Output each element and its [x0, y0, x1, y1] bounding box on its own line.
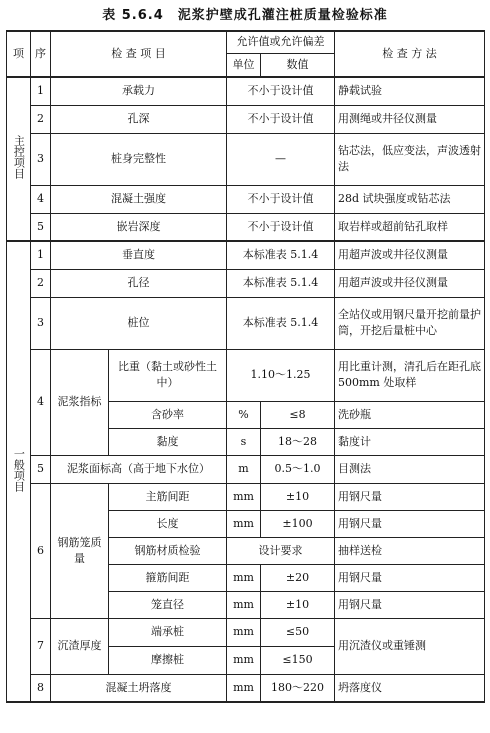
table-row: [7, 213, 485, 241]
method-cell: 静载试验: [335, 77, 485, 105]
method-cell: 28d 试块强度或钻芯法: [335, 185, 485, 213]
seq-cell: 2: [31, 269, 51, 297]
unit-cell: mm: [227, 564, 261, 591]
allow-cell: 不小于设计值: [227, 213, 335, 241]
method-cell: 用钢尺量: [335, 591, 485, 618]
item-cell: 垂直度: [51, 241, 227, 269]
item-cell: 承载力: [51, 77, 227, 105]
category-general-label: 一般项目: [12, 447, 26, 492]
value-cell: 0.5～1.0: [261, 455, 335, 483]
category-main-label: 主控项目: [12, 135, 26, 180]
category-general: [7, 241, 31, 702]
item-cell: 端承桩: [109, 618, 227, 646]
allow-cell: 本标准表 5.1.4: [227, 269, 335, 297]
table-row: [7, 185, 485, 213]
unit-cell: mm: [227, 510, 261, 537]
value-cell: ≤150: [261, 646, 335, 674]
allow-cell: 设计要求: [227, 537, 335, 564]
table-row: [7, 674, 485, 702]
seq-cell: 5: [31, 213, 51, 241]
item-cell: 摩擦桩: [109, 646, 227, 674]
method-cell: 目测法: [335, 455, 485, 483]
allow-cell: 不小于设计值: [227, 77, 335, 105]
method-cell: 用沉渣仪或重锤测: [335, 618, 485, 674]
unit-cell: mm: [227, 646, 261, 674]
table-row: [7, 349, 485, 401]
method-cell: 用测绳或井径仪测量: [335, 105, 485, 133]
item-cell: 主筋间距: [109, 483, 227, 510]
item-cell: 桩位: [51, 297, 227, 349]
seq-cell: 3: [31, 297, 51, 349]
table-row: [7, 105, 485, 133]
seq-cell: 5: [31, 455, 51, 483]
method-cell: 用超声波或井径仪测量: [335, 241, 485, 269]
group-cell: 沉渣厚度: [51, 618, 109, 674]
table-row: [7, 241, 485, 269]
inspection-standard-table: [6, 30, 485, 703]
seq-cell: 6: [31, 483, 51, 618]
header-item: 项: [7, 31, 31, 77]
table-row: [7, 618, 485, 646]
table-row: [7, 269, 485, 297]
seq-cell: 2: [31, 105, 51, 133]
method-cell: 用钢尺量: [335, 510, 485, 537]
table-row: [7, 297, 485, 349]
item-cell: 孔径: [51, 269, 227, 297]
value-cell: ±10: [261, 483, 335, 510]
header-method: 检 查 方 法: [335, 31, 485, 77]
table-row: [7, 77, 485, 105]
allow-cell: 不小于设计值: [227, 185, 335, 213]
method-cell: 取岩样或超前钻孔取样: [335, 213, 485, 241]
method-cell: 用比重计测，清孔后在距孔底 500mm 处取样: [335, 349, 485, 401]
method-cell: 黏度计: [335, 428, 485, 455]
seq-cell: 4: [31, 349, 51, 455]
unit-cell: %: [227, 401, 261, 428]
item-cell: 钢筋材质检验: [109, 537, 227, 564]
unit-cell: s: [227, 428, 261, 455]
item-cell: 泥浆面标高（高于地下水位）: [51, 455, 227, 483]
value-cell: ±10: [261, 591, 335, 618]
value-cell: ±20: [261, 564, 335, 591]
method-cell: 用钢尺量: [335, 483, 485, 510]
allow-cell: 本标准表 5.1.4: [227, 297, 335, 349]
header-row: [7, 31, 485, 53]
unit-cell: m: [227, 455, 261, 483]
method-cell: 用钢尺量: [335, 564, 485, 591]
item-cell: 黏度: [109, 428, 227, 455]
allow-cell: 本标准表 5.1.4: [227, 241, 335, 269]
value-cell: 180～220: [261, 674, 335, 702]
item-cell: 嵌岩深度: [51, 213, 227, 241]
item-cell: 长度: [109, 510, 227, 537]
unit-cell: mm: [227, 618, 261, 646]
method-cell: 全站仪或用钢尺量开挖前量护筒，开挖后量桩中心: [335, 297, 485, 349]
unit-cell: mm: [227, 591, 261, 618]
seq-cell: 8: [31, 674, 51, 702]
value-cell: 18～28: [261, 428, 335, 455]
table-row: [7, 455, 485, 483]
unit-cell: mm: [227, 674, 261, 702]
method-cell: 抽样送检: [335, 537, 485, 564]
item-cell: 含砂率: [109, 401, 227, 428]
seq-cell: 7: [31, 618, 51, 674]
value-cell: ±100: [261, 510, 335, 537]
method-cell: 洗砂瓶: [335, 401, 485, 428]
header-allow: 允许值或允许偏差: [227, 31, 335, 53]
table-row: [7, 133, 485, 185]
item-cell: 箍筋间距: [109, 564, 227, 591]
item-cell: 笼直径: [109, 591, 227, 618]
allow-cell: 1.10～1.25: [227, 349, 335, 401]
seq-cell: 1: [31, 77, 51, 105]
table-row: [7, 483, 485, 510]
table-title: 表 5.6.4 泥浆护壁成孔灌注桩质量检验标准: [102, 8, 388, 23]
seq-cell: 3: [31, 133, 51, 185]
method-cell: 用超声波或井径仪测量: [335, 269, 485, 297]
method-cell: 坍落度仪: [335, 674, 485, 702]
header-value: 数值: [261, 53, 335, 77]
seq-cell: 1: [31, 241, 51, 269]
item-cell: 混凝土坍落度: [51, 674, 227, 702]
item-cell: 混凝土强度: [51, 185, 227, 213]
method-cell: 钻芯法，低应变法，声波透射法: [335, 133, 485, 185]
item-cell: 桩身完整性: [51, 133, 227, 185]
group-cell: 钢筋笼质量: [51, 483, 109, 618]
header-unit: 单位: [227, 53, 261, 77]
group-cell: 泥浆指标: [51, 349, 109, 455]
allow-cell: —: [227, 133, 335, 185]
allow-cell: 不小于设计值: [227, 105, 335, 133]
unit-cell: mm: [227, 483, 261, 510]
category-main: [7, 77, 31, 241]
header-seq: 序: [31, 31, 51, 77]
value-cell: ≤8: [261, 401, 335, 428]
header-check-item: 检 查 项 目: [51, 31, 227, 77]
seq-cell: 4: [31, 185, 51, 213]
value-cell: ≤50: [261, 618, 335, 646]
item-cell: 孔深: [51, 105, 227, 133]
item-cell: 比重（黏土或砂性土中）: [109, 349, 227, 401]
